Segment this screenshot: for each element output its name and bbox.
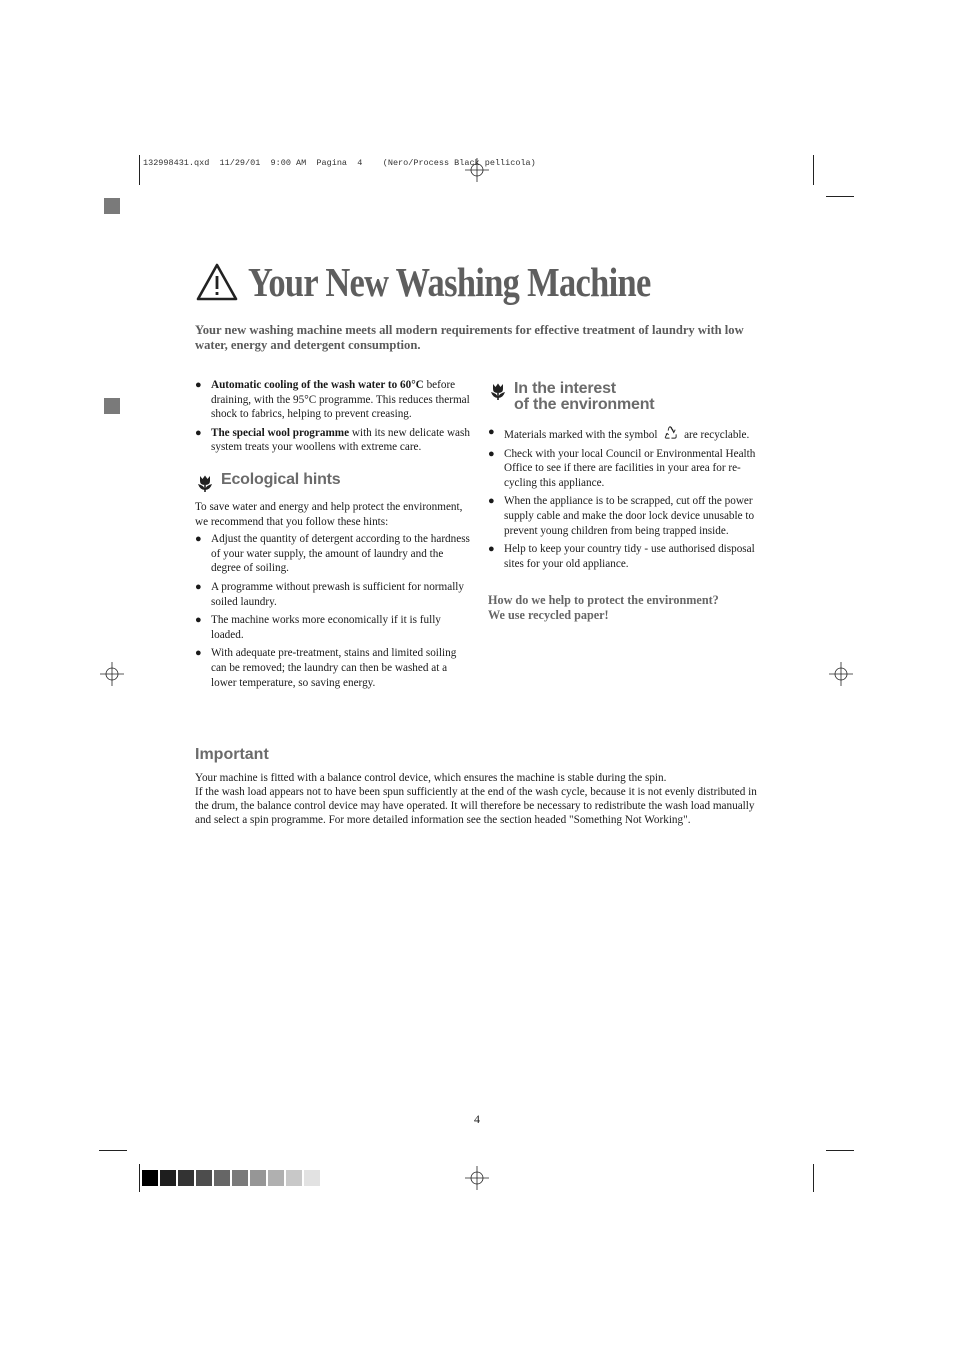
color-swatch — [214, 1170, 230, 1186]
crop-mark-top-left — [139, 155, 140, 185]
crop-mark-top-right — [813, 155, 814, 185]
recycled-paper-note — [488, 593, 763, 622]
crop-mark-top-right-h — [826, 196, 854, 197]
color-swatch — [160, 1170, 176, 1186]
feature-bold: Automatic cooling of the wash water to 60°C — [211, 379, 424, 391]
bullet-icon: ● — [488, 495, 495, 508]
intro-paragraph: Your new washing machine meets all modern requirements for effective treatment of laundry with low water, energy and detergent consumption. — [195, 323, 744, 352]
list-item-text: A programme without prewash is sufficient for normally soiled laundry. — [211, 580, 465, 608]
bullet-icon: ● — [195, 614, 202, 627]
list-item — [195, 532, 470, 576]
registration-crosshair-icon — [465, 1166, 489, 1190]
registration-crosshair-icon — [465, 158, 489, 182]
list-item-text: Materials marked with the symbol — [504, 429, 658, 441]
list-item — [488, 542, 763, 571]
bullet-icon: ● — [488, 543, 495, 556]
page-title — [196, 258, 727, 306]
color-swatch — [304, 1170, 320, 1186]
list-item — [488, 425, 763, 443]
right-column — [488, 381, 763, 622]
list-item — [195, 378, 470, 422]
list-item-text: Check with your local Council or Environmental Health Office to see if there are facilities in your area for re-cycling this appliance. — [504, 447, 756, 489]
registration-crosshair-icon — [829, 662, 853, 686]
tulip-flower-icon — [195, 473, 215, 493]
recycled-paper-note-line: We use recycled paper! — [488, 607, 609, 622]
color-swatch — [178, 1170, 194, 1186]
warning-triangle-icon — [196, 263, 238, 301]
color-swatch — [232, 1170, 248, 1186]
environment-heading — [488, 381, 763, 413]
bullet-icon: ● — [488, 447, 495, 460]
eco-intro: To save water and energy and help protect the environment, we recommend that you follow these hints: — [195, 500, 463, 528]
feature-text: before draining, with the 95°C programme. This reduces thermal shock to fabrics, helping to prevent creasing. — [211, 379, 470, 421]
bullet-icon: ● — [195, 533, 202, 546]
recycle-icon — [663, 425, 678, 440]
feature-bold: The special wool programme — [211, 426, 350, 439]
list-item — [488, 494, 763, 538]
list-item-text: are recyclable. — [684, 429, 750, 441]
environment-heading-text — [514, 381, 654, 413]
bullet-icon: ● — [195, 379, 202, 391]
color-swatch — [196, 1170, 212, 1186]
environment-list — [488, 425, 763, 571]
crop-mark-bottom-left-h — [99, 1150, 127, 1151]
bullet-icon: ● — [195, 580, 202, 593]
important-text: If the wash load appears not to have been spun sufficiently at the end of the wash cycle, because it is not evenly distributed in the drum, the balance control device may have operated. It will therefore be necessary to redistribute the wash load manually and select a spin programme. For more detailed information see the section headed "Something Not Working". — [195, 785, 757, 826]
list-item — [195, 580, 470, 609]
list-item — [195, 426, 470, 455]
list-item-text: When the appliance is to be scrapped, cut off the power supply cable and make the door lock device unusable to prevent young children from being trapped inside. — [504, 495, 755, 537]
important-text: Your machine is fitted with a balance control device, which ensures the machine is stable during the spin. — [195, 772, 667, 784]
list-item-text: Adjust the quantity of detergent according to the hardness of your water supply, the amount of laundry and the degree of soiling. — [211, 533, 470, 575]
list-item-text: The machine works more economically if it is fully loaded. — [211, 614, 441, 641]
list-item-text: With adequate pre-treatment, stains and limited soiling can be removed; the laundry can then be washed at a lower temperature, so saving energy. — [211, 647, 457, 689]
margin-marker-square — [104, 398, 120, 414]
bullet-icon: ● — [488, 426, 495, 438]
eco-hints-list — [195, 532, 470, 690]
title-text: Your New Washing Machine — [248, 259, 651, 305]
crop-mark-bottom-left — [139, 1164, 140, 1192]
list-item — [195, 646, 470, 690]
list-item — [195, 613, 470, 642]
margin-marker-square — [104, 198, 120, 214]
registration-crosshair-icon — [100, 662, 124, 686]
eco-hints-heading-text: Ecological hints — [221, 470, 341, 488]
list-item — [488, 447, 763, 491]
important-heading: Important — [195, 746, 269, 763]
bullet-icon: ● — [195, 426, 202, 439]
recycled-paper-note-line: How do we help to protect the environment? — [488, 593, 719, 608]
page-number: 4 — [474, 1112, 480, 1126]
environment-heading-line: In the interest — [514, 380, 616, 397]
color-swatch — [286, 1170, 302, 1186]
list-item-text: Help to keep your country tidy - use authorised disposal sites for your old appliance. — [504, 543, 755, 570]
bullet-icon: ● — [195, 647, 202, 660]
color-swatch — [142, 1170, 158, 1186]
eco-hints-heading — [195, 470, 470, 493]
crop-mark-bottom-right — [813, 1164, 814, 1192]
tulip-flower-icon — [488, 381, 508, 401]
feature-text: with its new delicate wash system treats your woollens with extreme care. — [211, 426, 470, 454]
environment-heading-line: of the environment — [514, 396, 655, 413]
crop-mark-bottom-right-h — [826, 1150, 854, 1151]
color-swatch — [250, 1170, 266, 1186]
color-swatch — [268, 1170, 284, 1186]
print-slug-line: 132998431.qxd 11/29/01 9:00 AM Pagina 4 (Nero/Process Black pellicola) — [143, 158, 536, 168]
left-column — [195, 378, 470, 694]
important-body — [195, 772, 765, 828]
features-list — [195, 378, 470, 455]
